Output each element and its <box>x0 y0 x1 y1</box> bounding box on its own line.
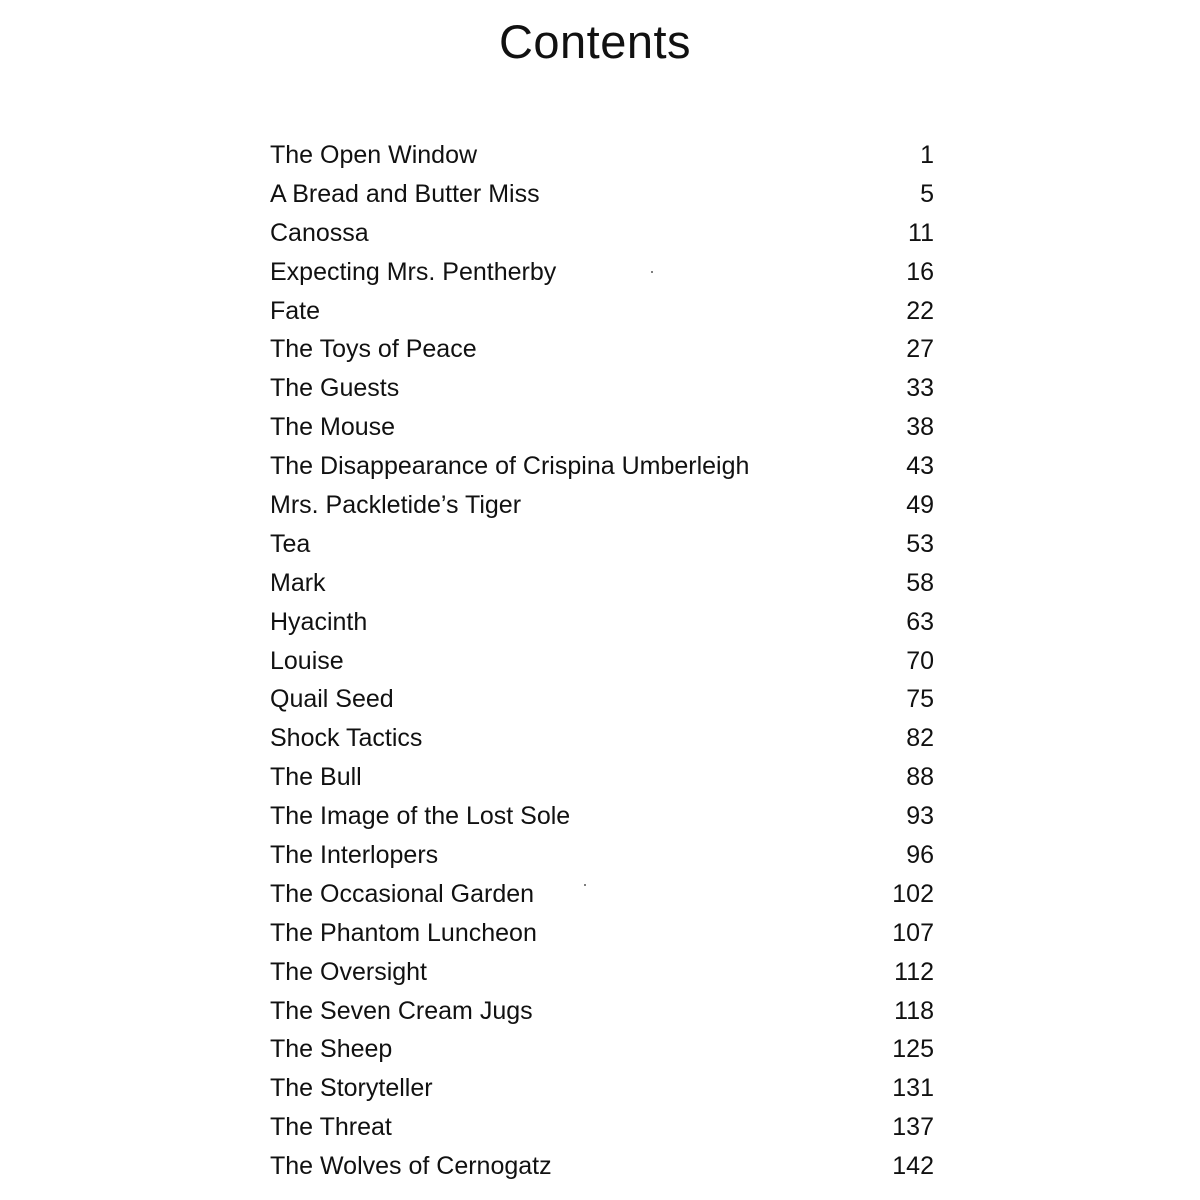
toc-entry-page-number: 53 <box>906 529 934 558</box>
toc-entry-title: Fate <box>270 296 321 325</box>
toc-entry-title: Hyacinth <box>270 607 368 636</box>
toc-entry-title: Expecting Mrs. Pentherby <box>270 257 557 286</box>
toc-entry-title: Quail Seed <box>270 685 394 714</box>
toc-entry-page-number: 43 <box>906 452 934 481</box>
toc-entry <box>270 447 934 486</box>
toc-entry-page-number: 5 <box>920 179 934 208</box>
toc-entry <box>270 1030 934 1069</box>
toc-entry <box>270 1069 934 1108</box>
toc-entry-title: The Seven Cream Jugs <box>270 996 533 1025</box>
toc-entry-title: The Open Window <box>270 141 478 169</box>
toc-entry-title: The Threat <box>270 1113 392 1142</box>
toc-entry-page-number: 1 <box>920 141 934 169</box>
toc-entry <box>270 525 934 564</box>
toc-entry <box>270 486 934 525</box>
toc-entry-page-number: 27 <box>906 335 934 364</box>
toc-entry <box>270 758 934 797</box>
toc-entry <box>270 253 934 292</box>
toc-entry-page-number: 63 <box>906 607 934 636</box>
toc-entry-page-number: 70 <box>906 646 934 675</box>
toc-entry <box>270 330 934 369</box>
toc-entry-title: Shock Tactics <box>270 724 423 753</box>
toc-entry-page-number: 131 <box>892 1074 934 1103</box>
toc-entry <box>270 1147 934 1186</box>
toc-entry-title: The Interlopers <box>270 841 439 870</box>
toc-entry <box>270 642 934 681</box>
page-title: Contents <box>498 15 692 68</box>
toc-entry <box>270 175 934 214</box>
toc-entry-title: Canossa <box>270 218 369 247</box>
toc-entry <box>270 836 934 875</box>
scan-speck <box>584 884 586 886</box>
table-of-contents <box>270 136 934 1186</box>
toc-entry-page-number: 102 <box>892 879 934 908</box>
toc-entry-title: The Phantom Luncheon <box>270 918 537 947</box>
toc-entry <box>270 953 934 992</box>
toc-entry-title: The Disappearance of Crispina Umberleigh <box>270 452 750 481</box>
toc-entry-title: The Wolves of Cernogatz <box>270 1152 552 1181</box>
toc-entry-page-number: 142 <box>892 1152 934 1181</box>
toc-entry-page-number: 38 <box>906 413 934 442</box>
toc-entry-title: A Bread and Butter Miss <box>270 179 540 208</box>
toc-entry-title: The Occasional Garden <box>270 879 535 908</box>
toc-entry-page-number: 75 <box>906 685 934 714</box>
toc-entry-title: Tea <box>270 529 311 558</box>
toc-entry-page-number: 137 <box>892 1113 934 1142</box>
toc-entry-page-number: 96 <box>906 841 934 870</box>
toc-entry-title: The Bull <box>270 763 362 792</box>
toc-entry-page-number: 16 <box>906 257 934 286</box>
toc-entry <box>270 719 934 758</box>
toc-entry-title: The Image of the Lost Sole <box>270 802 571 831</box>
toc-entry <box>270 914 934 953</box>
toc-entry <box>270 292 934 331</box>
toc-entry-page-number: 107 <box>892 918 934 947</box>
toc-entry-title: The Oversight <box>270 957 428 986</box>
toc-entry <box>270 992 934 1031</box>
toc-entry-page-number: 88 <box>906 763 934 792</box>
toc-entry <box>270 680 934 719</box>
toc-entry-page-number: 49 <box>906 491 934 520</box>
toc-entry-page-number: 112 <box>894 957 934 986</box>
toc-entry <box>270 603 934 642</box>
toc-entry-title: The Guests <box>270 374 400 403</box>
toc-entry-page-number: 125 <box>892 1035 934 1064</box>
toc-entry-title: The Toys of Peace <box>270 335 477 364</box>
toc-entry-page-number: 82 <box>906 724 934 753</box>
toc-entry-title: Mrs. Packletide’s Tiger <box>270 491 522 520</box>
toc-entry <box>270 1108 934 1147</box>
toc-entry <box>270 369 934 408</box>
toc-entry <box>270 797 934 836</box>
toc-entry <box>270 564 934 603</box>
toc-entry <box>270 408 934 447</box>
toc-entry-page-number: 33 <box>906 374 934 403</box>
toc-entry-title: Louise <box>270 646 344 675</box>
scan-speck <box>651 271 653 273</box>
toc-entry <box>270 214 934 253</box>
toc-entry-page-number: 93 <box>906 802 934 831</box>
toc-entry-title: The Sheep <box>270 1035 393 1064</box>
toc-entry-title: The Mouse <box>270 413 396 442</box>
toc-entry <box>270 875 934 914</box>
toc-entry-page-number: 58 <box>906 568 934 597</box>
toc-entry-page-number: 22 <box>906 296 934 325</box>
toc-entry <box>270 136 934 175</box>
toc-entry-page-number: 118 <box>894 996 934 1025</box>
toc-entry-title: Mark <box>270 568 326 597</box>
toc-entry-title: The Storyteller <box>270 1074 433 1103</box>
toc-entry-page-number: 11 <box>908 218 934 247</box>
